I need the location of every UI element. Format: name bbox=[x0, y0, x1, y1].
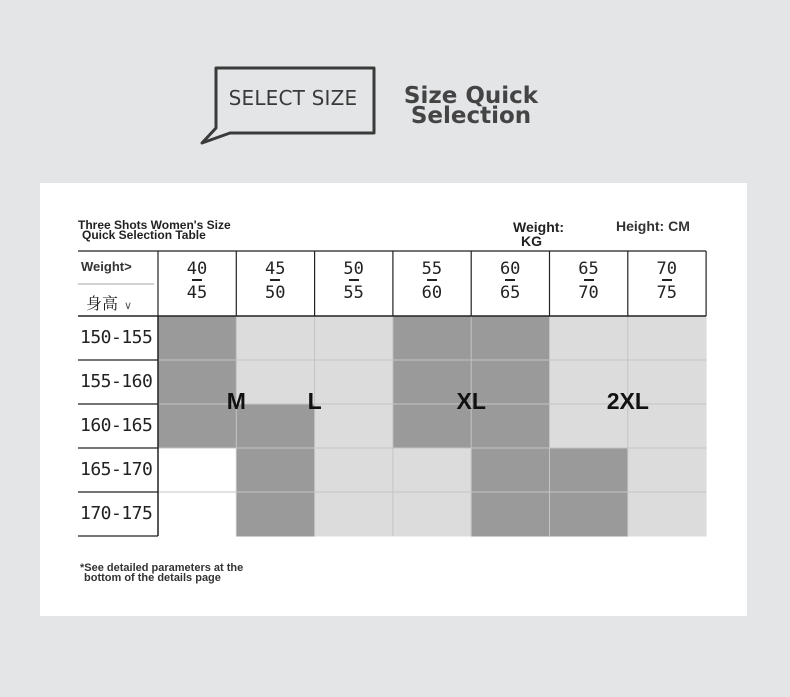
select-size-label: SELECT SIZE bbox=[228, 86, 358, 110]
weight-to: 75 bbox=[656, 283, 678, 303]
size-table-card bbox=[40, 183, 747, 616]
size-cell bbox=[158, 492, 237, 537]
title-line-1: Size Quick bbox=[403, 83, 539, 109]
size-cell bbox=[315, 316, 394, 361]
weight-unit-line-1: Weight: bbox=[513, 219, 565, 235]
weight-from: 50 bbox=[343, 259, 364, 279]
size-cell bbox=[550, 492, 629, 537]
weight-from: 60 bbox=[499, 259, 521, 279]
size-label-2xl: 2XL bbox=[606, 388, 649, 414]
weight-range-3 bbox=[393, 259, 471, 303]
size-cell bbox=[628, 492, 707, 537]
size-cell bbox=[158, 360, 237, 405]
footnote-line-2: bottom of the details page bbox=[84, 572, 221, 584]
size-cell bbox=[236, 404, 315, 449]
size-cell bbox=[236, 360, 315, 405]
size-cell bbox=[158, 316, 237, 361]
weight-from: 40 bbox=[186, 259, 208, 279]
height-range-3: 165-170 bbox=[80, 459, 153, 480]
height-range-0: 150-155 bbox=[80, 327, 153, 348]
size-cell bbox=[315, 360, 394, 405]
column-header-height bbox=[86, 291, 132, 314]
weight-to: 45 bbox=[186, 283, 208, 303]
size-cell bbox=[471, 448, 550, 493]
weight-range-0 bbox=[158, 259, 236, 303]
weight-to: 60 bbox=[421, 283, 443, 303]
size-cell bbox=[471, 316, 550, 361]
title-line-2: Selection bbox=[410, 103, 532, 129]
page-title bbox=[396, 83, 546, 129]
size-cell bbox=[158, 404, 237, 449]
size-cell bbox=[236, 492, 315, 537]
size-cell bbox=[393, 492, 472, 537]
weight-from: 55 bbox=[421, 259, 443, 279]
weight-range-5 bbox=[550, 259, 628, 303]
size-cell bbox=[550, 316, 629, 361]
weight-from: 45 bbox=[265, 259, 286, 279]
weight-to: 65 bbox=[499, 283, 521, 303]
footnote-line-1: *See detailed parameters at the bbox=[80, 562, 244, 574]
size-cell bbox=[236, 316, 315, 361]
chevron-down-icon: ∨ bbox=[124, 300, 133, 312]
size-cell bbox=[628, 316, 707, 361]
height-unit-label: Height: CM bbox=[616, 218, 690, 234]
size-label-m: M bbox=[226, 388, 246, 414]
size-label-l: L bbox=[307, 388, 322, 414]
weight-range-6 bbox=[628, 259, 706, 303]
size-cell bbox=[393, 316, 472, 361]
weight-to: 55 bbox=[343, 283, 364, 303]
size-cell bbox=[393, 448, 472, 493]
size-label-xl: XL bbox=[456, 388, 486, 414]
footnote bbox=[80, 563, 243, 583]
weight-range-1 bbox=[236, 259, 314, 303]
height-range-2: 160-165 bbox=[80, 415, 153, 436]
size-cell bbox=[315, 448, 394, 493]
weight-range-4 bbox=[471, 259, 549, 303]
size-cell bbox=[628, 448, 707, 493]
weight-from: 65 bbox=[578, 259, 599, 279]
table-title-line-1: Three Shots Women's Size bbox=[78, 218, 231, 232]
weight-range-2 bbox=[315, 259, 393, 303]
size-cell bbox=[550, 448, 629, 493]
size-cell bbox=[158, 448, 237, 493]
weight-unit-line-2: KG bbox=[521, 233, 543, 249]
height-range-4: 170-175 bbox=[80, 503, 153, 524]
column-header-height-text: 身高 bbox=[86, 296, 119, 313]
height-range-1: 155-160 bbox=[80, 371, 153, 392]
size-cell bbox=[236, 448, 315, 493]
size-cell bbox=[471, 492, 550, 537]
table-title-line-2: Quick Selection Table bbox=[82, 228, 206, 242]
size-cell bbox=[315, 492, 394, 537]
size-cell bbox=[315, 404, 394, 449]
column-header-weight: Weight> bbox=[81, 259, 132, 274]
weight-to: 70 bbox=[578, 283, 599, 303]
weight-from: 70 bbox=[656, 259, 678, 279]
weight-to: 50 bbox=[265, 283, 286, 303]
